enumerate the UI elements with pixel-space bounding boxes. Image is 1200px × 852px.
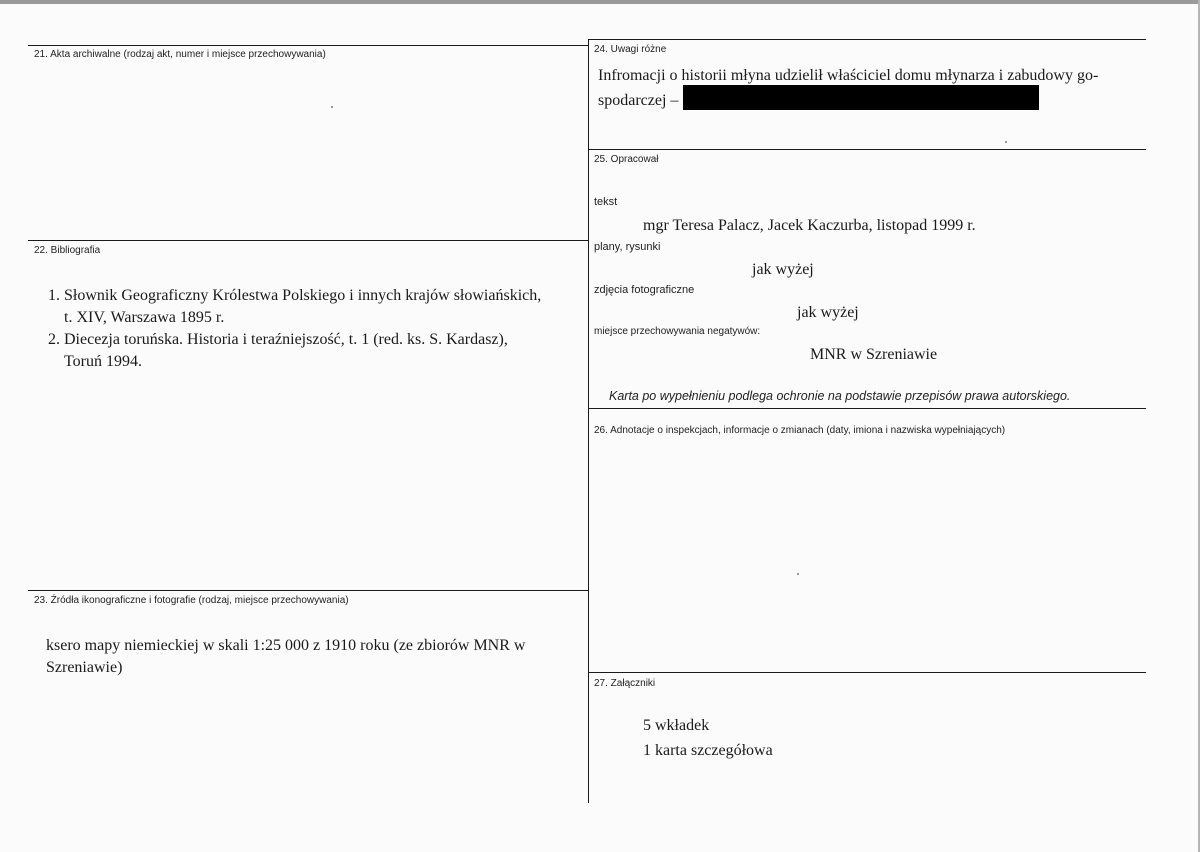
copyright-notice: Karta po wypełnieniu podlega ochronie na podstawie przepisów prawa autorskiego. — [609, 389, 1071, 403]
plans-value: jak wyżej — [752, 261, 814, 278]
remarks-line1: Infromacji o historii młyna udzielił właściciel domu młynarza i zabudowy go- — [598, 67, 1099, 84]
section-22-label: 22. Bibliografia — [34, 245, 101, 256]
bibliography-item-2-line1: 2. Diecezja toruńska. Historia i teraźniejszość, t. 1 (red. ks. S. Kardasz), — [48, 331, 508, 348]
bibliography-item-2-line2: Toruń 1994. — [64, 353, 142, 370]
section-23-label: 23. Źródła ikonograficzne i fotografie (rodzaj, miejsce przechowywania) — [34, 595, 349, 606]
text-author-label: tekst — [594, 196, 618, 208]
divider-26-27 — [588, 672, 1146, 673]
attachments-line2: 1 karta szczegółowa — [643, 742, 773, 759]
divider-top-left — [28, 45, 588, 46]
iconography-line1: ksero mapy niemieckiej w skali 1:25 000 z 1910 roku (ze zbiorów MNR w — [46, 637, 526, 654]
scan-speck — [331, 106, 333, 108]
redaction-bar — [683, 85, 1039, 110]
scan-speck — [797, 573, 799, 575]
text-author-value: mgr Teresa Palacz, Jacek Kaczurba, listopad 1999 r. — [643, 217, 976, 234]
section-24-label: 24. Uwagi różne — [594, 44, 667, 55]
section-27-label: 27. Załączniki — [594, 678, 656, 689]
photos-value: jak wyżej — [797, 304, 859, 321]
photos-label: zdjęcia fotograficzne — [594, 284, 695, 296]
divider-25-26 — [588, 408, 1146, 409]
scan-speck — [1005, 141, 1007, 143]
plans-label: plany, rysunki — [594, 241, 661, 253]
divider-top-right — [588, 39, 1146, 40]
divider-22-23 — [28, 590, 588, 591]
bibliography-item-1-line2: t. XIV, Warszawa 1895 r. — [64, 309, 225, 326]
divider-24-25 — [588, 149, 1146, 150]
section-26-label: 26. Adnotacje o inspekcjach, informacje o zmianach (daty, imiona i nazwiska wypełniających) — [594, 425, 1006, 436]
section-21-label: 21. Akta archiwalne (rodzaj akt, numer i miejsce przechowywania) — [34, 49, 326, 60]
divider-21-22 — [28, 240, 588, 241]
negatives-value: MNR w Szreniawie — [810, 346, 938, 363]
attachments-line1: 5 wkładek — [643, 717, 710, 734]
remarks-line2: spodarczej – — [598, 92, 679, 109]
negatives-label: miejsce przechowywania negatywów: — [594, 326, 761, 337]
iconography-line2: Szreniawie) — [46, 659, 123, 676]
section-25-label: 25. Opracował — [594, 154, 659, 165]
scan-edge-top — [0, 0, 1200, 4]
divider-center — [588, 39, 589, 803]
bibliography-item-1-line1: 1. Słownik Geograficzny Królestwa Polskiego i innych krajów słowiańskich, — [48, 287, 542, 304]
